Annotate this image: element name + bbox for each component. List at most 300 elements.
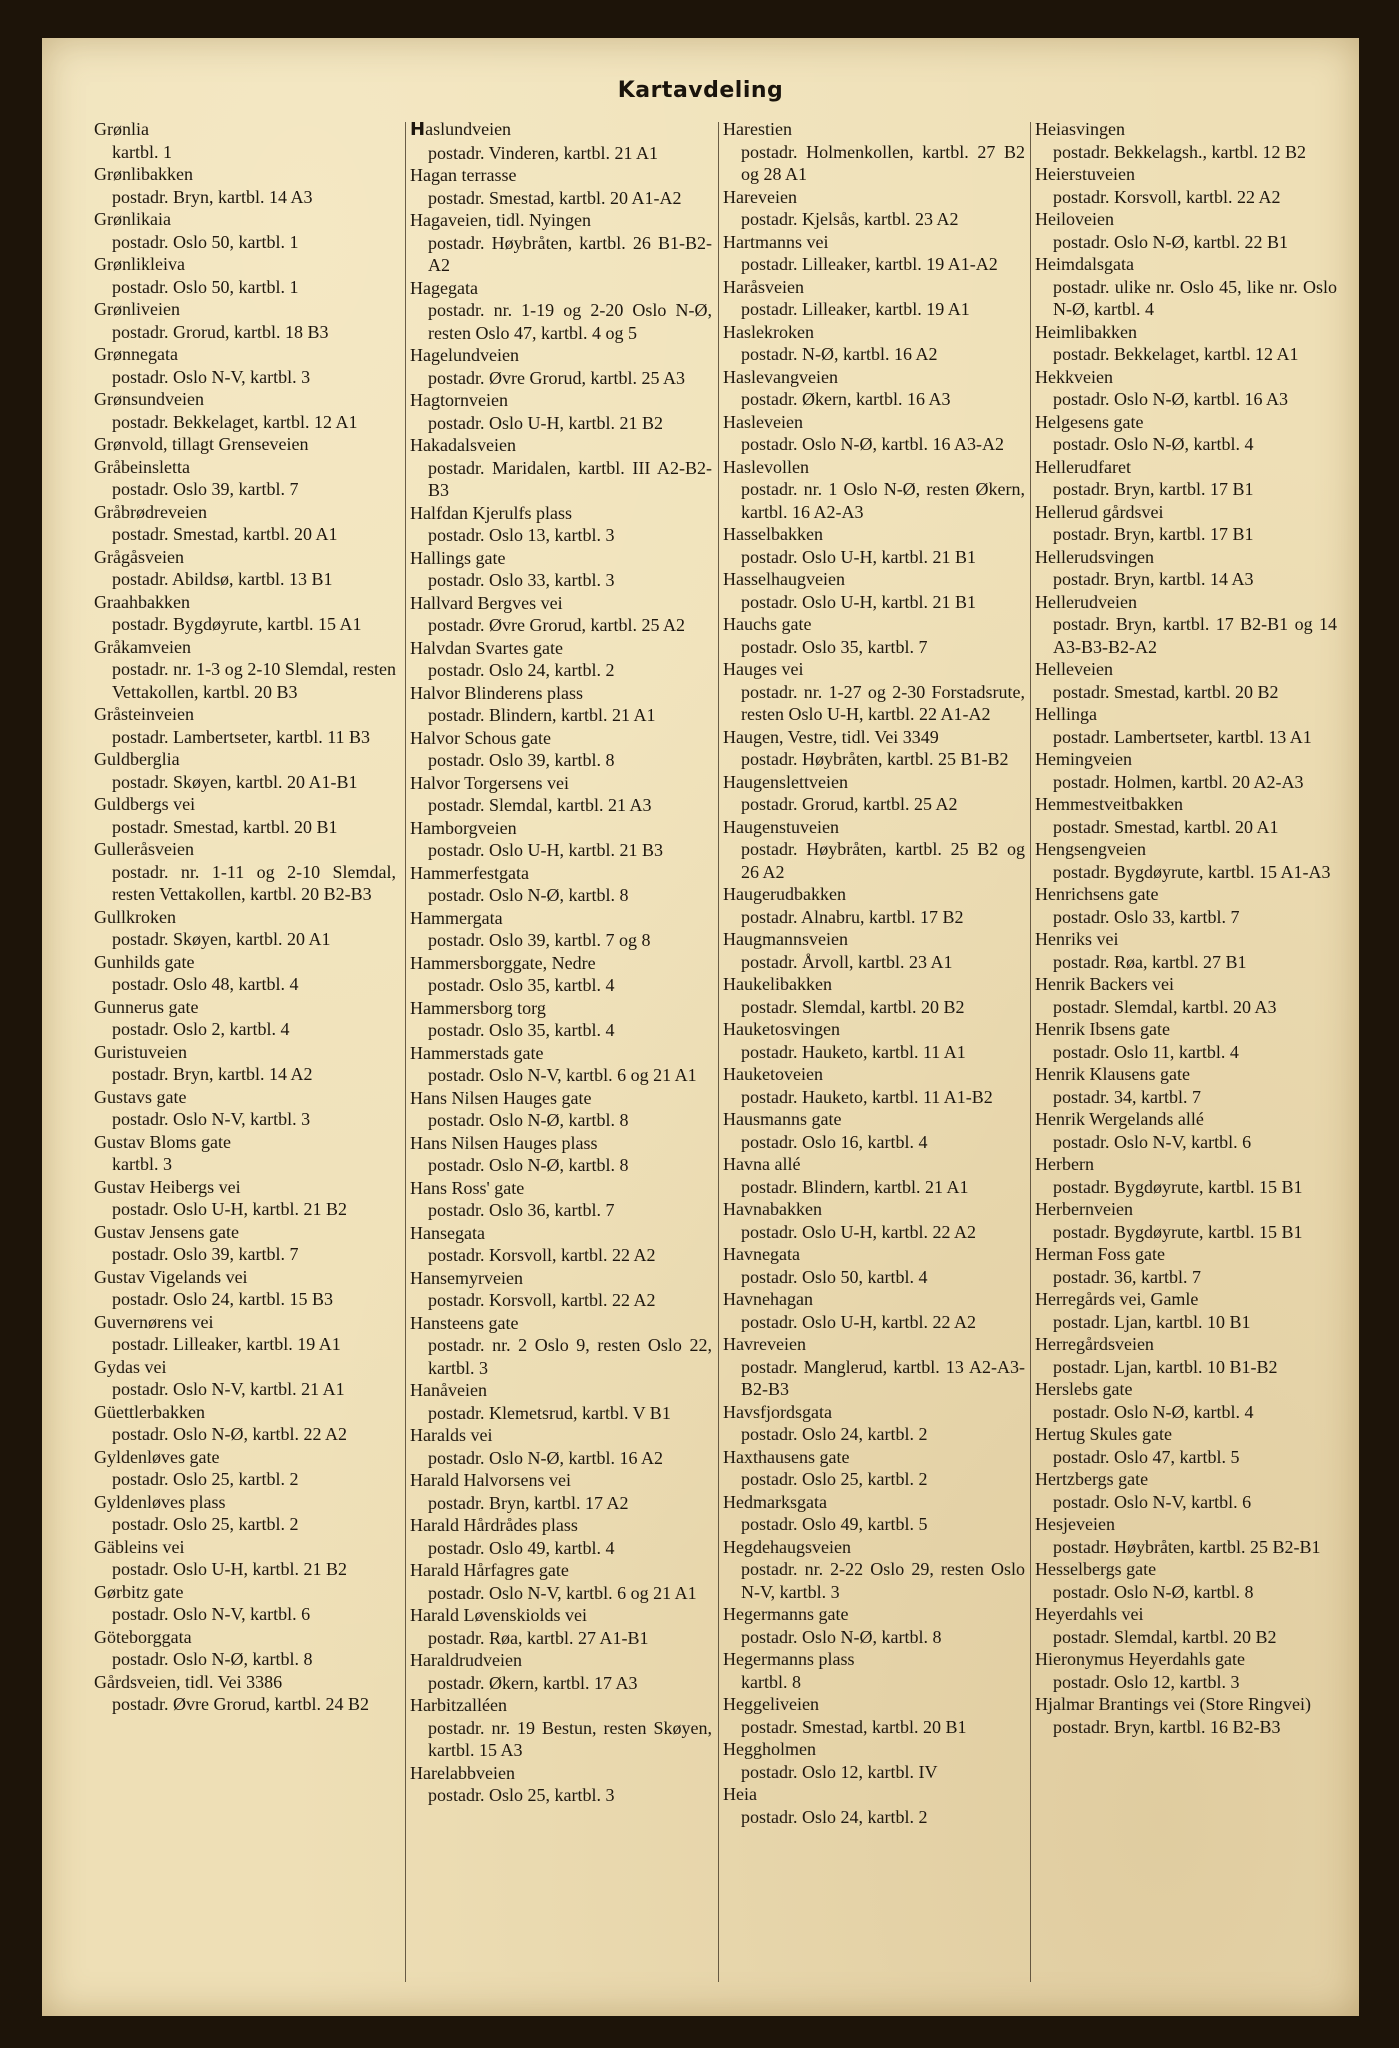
street-name: Gørbitz gate <box>94 1581 184 1602</box>
directory-entry <box>92 501 396 546</box>
street-name: Gråkamveien <box>94 636 191 657</box>
directory-entry <box>721 726 1025 771</box>
directory-entry <box>92 253 396 298</box>
street-name: Hanåveien <box>410 1380 487 1400</box>
street-address-detail: postadr. nr. 1-27 og 2-30 Forstadsrute, resten Oslo U-H, kartbl. 22 A1-A2 <box>741 681 1025 724</box>
directory-entry <box>92 298 396 343</box>
directory-entry <box>721 276 1025 321</box>
directory-entry <box>721 1333 1025 1401</box>
directory-entry <box>92 1266 396 1311</box>
street-name: Hegermanns gate <box>723 1604 849 1624</box>
street-name: Guldberglia <box>94 749 180 769</box>
street-name: Grønlikaia <box>94 209 171 229</box>
directory-entry <box>721 568 1025 613</box>
directory-entry <box>721 1288 1025 1333</box>
street-address-detail: postadr. Oslo 12, kartbl. IV <box>741 1761 938 1782</box>
street-name: Hansemyrveien <box>410 1267 523 1288</box>
street-name: Havsfjordsgata <box>723 1401 832 1422</box>
street-address-detail: postadr. Oslo N-Ø, kartbl. 22 B1 <box>1053 231 1288 252</box>
street-name: Haugen, Vestre, tidl. Vei 3349 <box>723 726 939 747</box>
directory-entry <box>92 1041 396 1086</box>
street-address-detail: postadr. Oslo 35, kartbl. 7 <box>741 636 928 657</box>
street-name: Hartmanns vei <box>723 231 829 252</box>
street-name: Gustavs gate <box>94 1086 187 1107</box>
directory-entry <box>721 411 1025 456</box>
street-address-detail: postadr. nr. 2-22 Oslo 29, resten Oslo N-V, kartbl. 3 <box>741 1559 1025 1602</box>
street-address-detail: postadr. Bryn, kartbl. 17 A2 <box>428 1492 629 1513</box>
street-address-detail: postadr. Røa, kartbl. 27 B1 <box>1053 951 1247 972</box>
directory-entry <box>408 637 712 682</box>
street-name: Graahbakken <box>94 591 190 612</box>
street-address-detail: postadr. Oslo 39, kartbl. 8 <box>428 750 615 770</box>
street-name: Hertug Skules gate <box>1035 1424 1172 1444</box>
directory-entry <box>1033 456 1337 501</box>
directory-entry <box>92 906 396 951</box>
street-name: Hansteens gate <box>410 1312 519 1333</box>
street-address-detail: postadr. Røa, kartbl. 27 A1-B1 <box>428 1627 649 1648</box>
street-address-detail: postadr. Oslo N-V, kartbl. 6 og 21 A1 <box>428 1065 697 1085</box>
directory-entry <box>1033 1153 1337 1198</box>
directory-entry <box>721 118 1025 186</box>
street-name: Henriks vei <box>1035 929 1119 949</box>
directory-entry <box>408 1604 712 1649</box>
street-name: Hagaveien, tidl. Nyingen <box>410 210 591 230</box>
street-name: Henrik Wergelands allé <box>1035 1109 1204 1129</box>
street-name: Hallings gate <box>410 547 506 568</box>
street-name: Grønlia <box>94 119 149 139</box>
street-address-detail: postadr. Bekkelaget, kartbl. 12 A1 <box>1053 344 1299 364</box>
street-name: Hellerudsvingen <box>1035 546 1154 567</box>
directory-entry <box>92 591 396 636</box>
street-name: Hammersborg torg <box>410 997 546 1018</box>
directory-entry <box>1033 973 1337 1018</box>
column-3 <box>721 118 1025 1988</box>
street-name: Gråsteinveien <box>94 704 194 724</box>
street-address-detail: postadr. Oslo N-V, kartbl. 3 <box>112 366 311 387</box>
directory-entry <box>721 366 1025 411</box>
street-name: Hieronymus Heyerdahls gate <box>1035 1649 1245 1669</box>
street-address-detail: postadr. Oslo U-H, kartbl. 21 B1 <box>741 546 976 567</box>
street-address-detail: postadr. nr. 1-19 og 2-20 Oslo N-Ø, resten Oslo 47, kartbl. 4 og 5 <box>428 300 712 343</box>
directory-entry <box>408 344 712 389</box>
street-address-detail: postadr. Abildsø, kartbl. 13 B1 <box>112 569 333 589</box>
street-name: Haugenstuveien <box>723 816 839 837</box>
street-name: Grønlibakken <box>94 164 193 184</box>
directory-entry <box>408 1649 712 1694</box>
directory-entry <box>721 1536 1025 1604</box>
directory-entry <box>721 658 1025 726</box>
street-address-detail: postadr. Oslo 16, kartbl. 4 <box>741 1131 928 1152</box>
directory-entry <box>721 928 1025 973</box>
street-address-detail: postadr. Oslo N-Ø, kartbl. 8 <box>428 1110 629 1130</box>
directory-entry <box>92 1176 396 1221</box>
street-name: Hasselhaugveien <box>723 569 845 589</box>
directory-entry <box>721 1018 1025 1063</box>
street-name: Heia <box>723 1784 757 1804</box>
directory-entry <box>408 997 712 1042</box>
street-name: Havreveien <box>723 1334 806 1354</box>
street-name: Halvor Schous gate <box>410 727 551 748</box>
directory-entry <box>721 613 1025 658</box>
directory-entry <box>408 1042 712 1087</box>
street-address-detail: postadr. Hauketo, kartbl. 11 A1 <box>741 1041 966 1062</box>
street-address-detail: postadr. Bekkelaget, kartbl. 12 A1 <box>112 411 358 432</box>
street-address-detail: postadr. Oslo N-Ø, kartbl. 8 <box>1053 1581 1254 1602</box>
directory-columns <box>92 118 1338 1988</box>
directory-entry <box>408 1514 712 1559</box>
street-address-detail: postadr. Blindern, kartbl. 21 A1 <box>741 1176 969 1197</box>
street-name: Gäbleins vei <box>94 1536 185 1557</box>
directory-entry <box>721 1783 1025 1828</box>
street-name: Haraldrudveien <box>410 1650 522 1670</box>
street-address-detail: postadr. Smestad, kartbl. 20 B1 <box>112 816 338 837</box>
street-name: Hagtornveien <box>410 390 508 410</box>
street-address-detail: postadr. Oslo N-V, kartbl. 21 A1 <box>112 1379 345 1399</box>
street-address-detail: postadr. Oslo N-V, kartbl. 6 og 21 A1 <box>428 1582 697 1603</box>
directory-entry <box>408 277 712 345</box>
directory-entry <box>408 592 712 637</box>
street-address-detail: postadr. Bygdøyrute, kartbl. 15 A1-A3 <box>1053 861 1331 882</box>
directory-entry <box>408 1312 712 1380</box>
street-address-detail: postadr. Bryn, kartbl. 14 A3 <box>112 186 313 207</box>
directory-entry <box>1033 591 1337 659</box>
directory-entry <box>92 1491 396 1536</box>
street-name: Hagan terrasse <box>410 165 517 185</box>
directory-entry <box>721 1108 1025 1153</box>
street-name: Grønlikleiva <box>94 254 185 274</box>
directory-entry <box>408 952 712 997</box>
street-name: Grønvold, tillagt Grenseveien <box>94 434 309 454</box>
street-address-detail: postadr. Slemdal, kartbl. 20 B2 <box>1053 1626 1277 1647</box>
street-name: Hallvard Bergves vei <box>410 592 563 613</box>
street-address-detail: postadr. 36, kartbl. 7 <box>1053 1266 1201 1287</box>
street-address-detail: postadr. Bygdøyrute, kartbl. 15 B1 <box>1053 1221 1303 1242</box>
street-address-detail: postadr. Korsvoll, kartbl. 22 A2 <box>428 1245 656 1265</box>
street-name: Haugmannsveien <box>723 929 848 949</box>
directory-page <box>42 38 1359 2016</box>
street-name: Harelabbveien <box>410 1762 515 1783</box>
street-name: Hesselbergs gate <box>1035 1559 1157 1579</box>
street-address-detail: postadr. Oslo N-V, kartbl. 3 <box>112 1109 311 1129</box>
directory-entry <box>1033 883 1337 928</box>
street-address-detail: postadr. Oslo U-H, kartbl. 21 B2 <box>112 1559 347 1579</box>
directory-entry <box>1033 1063 1337 1108</box>
street-name: Hammergata <box>410 907 503 928</box>
street-address-detail: postadr. Høybråten, kartbl. 26 B1-B2-A2 <box>428 232 712 275</box>
directory-entry <box>721 973 1025 1018</box>
street-address-detail: postadr. Smestad, kartbl. 20 B1 <box>741 1716 967 1737</box>
directory-entry <box>408 772 712 817</box>
directory-entry <box>721 186 1025 231</box>
directory-entry <box>92 1131 396 1176</box>
street-name: Havna allé <box>723 1154 801 1174</box>
street-address-detail: postadr. Oslo 49, kartbl. 5 <box>741 1514 928 1534</box>
directory-entry <box>92 1401 396 1446</box>
directory-entry <box>408 164 712 209</box>
street-address-detail: postadr. Bekkelagsh., kartbl. 12 B2 <box>1053 141 1306 162</box>
directory-entry <box>721 1063 1025 1108</box>
street-address-detail: postadr. Årvoll, kartbl. 23 A1 <box>741 951 953 972</box>
street-name: Herbern <box>1035 1154 1094 1174</box>
directory-entry <box>408 1132 712 1177</box>
street-address-detail: postadr. nr. 1-11 og 2-10 Slemdal, resten Vettakollen, kartbl. 20 B2-B3 <box>112 861 396 904</box>
street-name: Haråsveien <box>723 276 804 297</box>
page-title: Kartavdeling <box>617 78 784 103</box>
street-address-detail: kartbl. 8 <box>741 1671 801 1692</box>
street-name: Henrik Backers vei <box>1035 974 1174 994</box>
street-address-detail: postadr. ulike nr. Oslo 45, like nr. Oslo N-Ø, kartbl. 4 <box>1053 276 1337 319</box>
directory-entry <box>92 118 396 163</box>
directory-entry <box>721 1603 1025 1648</box>
street-name: Güettlerbakken <box>94 1401 205 1422</box>
column-divider <box>1030 122 1031 1982</box>
street-name: Hemingveien <box>1035 749 1132 769</box>
directory-entry <box>408 118 712 164</box>
street-address-detail: postadr. Oslo 25, kartbl. 2 <box>112 1514 299 1534</box>
street-name: Helleveien <box>1035 659 1113 679</box>
street-name: Hammerfestgata <box>410 862 529 883</box>
street-address-detail: postadr. Holmen, kartbl. 20 A2-A3 <box>1053 771 1304 792</box>
street-name: Grønsundveien <box>94 389 204 409</box>
street-address-detail: postadr. Manglerud, kartbl. 13 A2-A3-B2-B3 <box>741 1356 1025 1399</box>
street-name: Hansegata <box>410 1222 485 1243</box>
street-name: Hellinga <box>1035 704 1097 724</box>
street-name: Harald Hårfagres gate <box>410 1560 569 1580</box>
street-address-detail: postadr. Ljan, kartbl. 10 B1-B2 <box>1053 1356 1278 1377</box>
street-name: Herbernveien <box>1035 1199 1133 1219</box>
street-name: Hammerstads gate <box>410 1042 544 1063</box>
street-address-detail: postadr. Bryn, kartbl. 17 B2-B1 og 14 A3-B3-B2-A2 <box>1053 614 1337 657</box>
street-address-detail: postadr. Oslo 33, kartbl. 7 <box>1053 906 1240 927</box>
directory-entry <box>92 1581 396 1626</box>
directory-entry <box>92 838 396 906</box>
street-name: Gyldenløves plass <box>94 1491 226 1512</box>
street-address-detail: postadr. Oslo U-H, kartbl. 21 B1 <box>741 591 976 612</box>
directory-entry <box>92 793 396 838</box>
directory-entry <box>408 389 712 434</box>
directory-entry <box>1033 1693 1337 1738</box>
street-name: Hauketoveien <box>723 1064 823 1084</box>
directory-entry <box>721 1153 1025 1198</box>
street-name: Gunnerus gate <box>94 996 199 1017</box>
directory-entry <box>721 1648 1025 1693</box>
street-name: Herslebs gate <box>1035 1379 1133 1399</box>
street-address-detail: postadr. Bryn, kartbl. 14 A2 <box>112 1064 313 1084</box>
street-address-detail: postadr. Oslo 50, kartbl. 1 <box>112 231 299 252</box>
street-name: Guldbergs vei <box>94 794 196 814</box>
street-address-detail: postadr. Oslo N-Ø, kartbl. 4 <box>1053 434 1254 454</box>
directory-entry <box>1033 1558 1337 1603</box>
street-name: Henrik Ibsens gate <box>1035 1019 1170 1039</box>
street-address-detail: postadr. Oslo 24, kartbl. 2 <box>741 1424 928 1444</box>
directory-entry <box>408 547 712 592</box>
street-address-detail: postadr. Oslo N-Ø, kartbl. 8 <box>428 885 629 905</box>
directory-entry <box>1033 366 1337 411</box>
street-name: Hemmestveitbakken <box>1035 794 1183 814</box>
street-name: Haslekroken <box>723 321 814 342</box>
directory-entry <box>408 1379 712 1424</box>
directory-entry <box>92 1536 396 1581</box>
directory-entry <box>721 771 1025 816</box>
directory-entry <box>92 163 396 208</box>
street-address-detail: postadr. Grorud, kartbl. 25 A2 <box>741 794 958 814</box>
street-name: Hans Nilsen Hauges gate <box>410 1087 592 1108</box>
street-name: Heierstuveien <box>1035 164 1135 184</box>
directory-entry <box>92 703 396 748</box>
street-address-detail: postadr. N-Ø, kartbl. 16 A2 <box>741 344 938 364</box>
street-address-detail: postadr. Oslo 50, kartbl. 4 <box>741 1266 928 1287</box>
street-address-detail: postadr. Oslo 24, kartbl. 15 B3 <box>112 1289 333 1309</box>
street-address-detail: postadr. Oslo 49, kartbl. 4 <box>428 1537 615 1558</box>
directory-entry <box>92 748 396 793</box>
directory-entry <box>1033 1423 1337 1468</box>
directory-entry <box>721 883 1025 928</box>
street-address-detail: postadr. Smestad, kartbl. 20 A1-A2 <box>428 187 682 208</box>
street-name: Hagegata <box>410 277 478 298</box>
street-name: Harestien <box>723 119 792 139</box>
street-address-detail: postadr. Oslo 25, kartbl. 3 <box>428 1785 615 1805</box>
street-address-detail: postadr. Slemdal, kartbl. 20 A3 <box>1053 996 1277 1017</box>
street-address-detail: postadr. Smestad, kartbl. 20 A1 <box>1053 816 1279 837</box>
column-4 <box>1033 118 1337 1988</box>
directory-entry <box>721 1446 1025 1491</box>
street-name: Haxthausens gate <box>723 1446 850 1467</box>
street-name: Halvor Torgersens vei <box>410 772 570 793</box>
street-address-detail: postadr. Klemetsrud, kartbl. V B1 <box>428 1402 671 1423</box>
directory-entry <box>721 816 1025 884</box>
street-address-detail: postadr. Korsvoll, kartbl. 22 A2 <box>428 1290 656 1310</box>
street-address-detail: postadr. Oslo 11, kartbl. 4 <box>1053 1041 1239 1062</box>
street-name: Heimlibakken <box>1035 321 1137 342</box>
street-name: Hammersborggate, Nedre <box>410 952 596 973</box>
street-address-detail: kartbl. 3 <box>112 1154 172 1174</box>
directory-entry <box>1033 1288 1337 1333</box>
street-name: Haslevollen <box>723 456 809 477</box>
street-address-detail: postadr. Oslo 39, kartbl. 7 og 8 <box>428 930 651 950</box>
street-name: Gyldenløves gate <box>94 1446 220 1467</box>
street-address-detail: postadr. Hauketo, kartbl. 11 A1-B2 <box>741 1086 993 1107</box>
street-name: Hegdehaugsveien <box>723 1536 851 1557</box>
street-name: Haugenslettveien <box>723 771 848 792</box>
street-address-detail: postadr. Oslo N-V, kartbl. 6 <box>1053 1491 1252 1512</box>
directory-entry <box>721 1401 1025 1446</box>
directory-entry <box>408 907 712 952</box>
street-address-detail: postadr. Øvre Grorud, kartbl. 25 A2 <box>428 615 685 635</box>
street-name: Hans Ross' gate <box>410 1177 525 1198</box>
street-address-detail: postadr. Oslo N-Ø, kartbl. 16 A3-A2 <box>741 434 1004 454</box>
street-address-detail: postadr. Oslo U-H, kartbl. 21 B2 <box>428 412 663 433</box>
street-address-detail: postadr. Maridalen, kartbl. III A2-B2-B3 <box>428 457 712 500</box>
street-name: Hasselbakken <box>723 524 823 544</box>
street-address-detail: postadr. 34, kartbl. 7 <box>1053 1086 1201 1107</box>
directory-entry <box>1033 928 1337 973</box>
directory-entry <box>408 502 712 547</box>
street-name: Guvernørens vei <box>94 1311 214 1332</box>
directory-entry <box>1033 546 1337 591</box>
street-name: Gråbrødreveien <box>94 501 207 522</box>
directory-entry <box>721 1738 1025 1783</box>
street-address-detail: postadr. Skøyen, kartbl. 20 A1-B1 <box>112 771 358 792</box>
directory-entry <box>721 1198 1025 1243</box>
street-address-detail: postadr. Oslo U-H, kartbl. 22 A2 <box>741 1221 976 1242</box>
street-address-detail: postadr. Oslo 35, kartbl. 4 <box>428 1020 615 1040</box>
directory-entry <box>721 231 1025 276</box>
street-name: Henrik Klausens gate <box>1035 1064 1190 1084</box>
street-address-detail: postadr. Oslo 25, kartbl. 2 <box>741 1469 928 1489</box>
directory-entry <box>1033 1108 1337 1153</box>
directory-entry <box>1033 1378 1337 1423</box>
street-name: Hamborgveien <box>410 817 517 838</box>
directory-entry <box>1033 1243 1337 1288</box>
directory-entry <box>1033 411 1337 456</box>
street-address-detail: postadr. nr. 19 Bestun, resten Skøyen, kartbl. 15 A3 <box>428 1717 712 1760</box>
directory-entry <box>1033 1468 1337 1513</box>
street-address-detail: postadr. Oslo N-Ø, kartbl. 16 A2 <box>428 1447 663 1468</box>
street-name: Hauchs gate <box>723 614 812 634</box>
street-name: Hengsengveien <box>1035 839 1146 859</box>
street-address-detail: postadr. Bryn, kartbl. 14 A3 <box>1053 569 1254 589</box>
directory-entry <box>408 1267 712 1312</box>
street-address-detail: postadr. Høybråten, kartbl. 25 B2-B1 <box>1053 1536 1321 1557</box>
street-address-detail: postadr. Holmenkollen, kartbl. 27 B2 og 28 A1 <box>741 141 1025 184</box>
street-name: Gustav Vigelands vei <box>94 1266 248 1287</box>
directory-entry <box>1033 838 1337 883</box>
street-address-detail: postadr. Slemdal, kartbl. 20 B2 <box>741 996 965 1017</box>
street-address-detail: postadr. Vinderen, kartbl. 21 A1 <box>428 142 659 163</box>
street-name: Haslevangveien <box>723 366 838 387</box>
directory-entry <box>92 636 396 704</box>
directory-entry <box>721 1693 1025 1738</box>
street-address-detail: postadr. Oslo 39, kartbl. 7 <box>112 1244 299 1264</box>
street-name: Gårdsveien, tidl. Vei 3386 <box>94 1671 283 1692</box>
street-address-detail: postadr. Oslo N-Ø, kartbl. 8 <box>741 1626 942 1647</box>
directory-entry <box>721 321 1025 366</box>
street-name: Haralds vei <box>410 1425 493 1445</box>
street-name: Hakadalsveien <box>410 435 516 455</box>
street-address-detail: postadr. Korsvoll, kartbl. 22 A2 <box>1053 186 1281 207</box>
street-address-detail: postadr. Alnabru, kartbl. 17 B2 <box>741 906 964 927</box>
directory-entry <box>1033 253 1337 321</box>
street-name: Heyerdahls vei <box>1035 1604 1144 1624</box>
street-name: Harald Løvenskiolds vei <box>410 1605 587 1625</box>
directory-entry <box>92 343 396 388</box>
street-name: Hekkveien <box>1035 366 1113 387</box>
directory-entry <box>408 209 712 277</box>
directory-entry <box>408 1424 712 1469</box>
street-name: Hedmarksgata <box>723 1491 827 1512</box>
directory-entry <box>721 523 1025 568</box>
directory-entry <box>408 817 712 862</box>
street-address-detail: postadr. Oslo 36, kartbl. 7 <box>428 1200 615 1220</box>
street-name: Hauketosvingen <box>723 1019 840 1039</box>
street-address-detail: postadr. Lilleaker, kartbl. 19 A1 <box>741 299 970 319</box>
street-address-detail: postadr. Oslo N-V, kartbl. 6 <box>112 1604 311 1624</box>
street-name: Hausmanns gate <box>723 1109 842 1129</box>
street-address-detail: postadr. Oslo N-Ø, kartbl. 16 A3 <box>1053 389 1288 409</box>
directory-entry <box>721 456 1025 524</box>
street-name: Hagelundveien <box>410 345 519 365</box>
street-address-detail: postadr. Slemdal, kartbl. 21 A3 <box>428 795 652 815</box>
street-name: Grågåsveien <box>94 546 184 567</box>
street-name: Hjalmar Brantings vei (Store Ringvei) <box>1035 1694 1311 1714</box>
directory-entry <box>92 546 396 591</box>
directory-entry <box>408 682 712 727</box>
street-address-detail: postadr. Blindern, kartbl. 21 A1 <box>428 705 656 725</box>
street-name: Heggeliveien <box>723 1694 819 1714</box>
street-name: Heggholmen <box>723 1739 816 1759</box>
street-address-detail: postadr. Lilleaker, kartbl. 19 A1 <box>112 1334 341 1354</box>
street-name: Hertzbergs gate <box>1035 1469 1149 1489</box>
